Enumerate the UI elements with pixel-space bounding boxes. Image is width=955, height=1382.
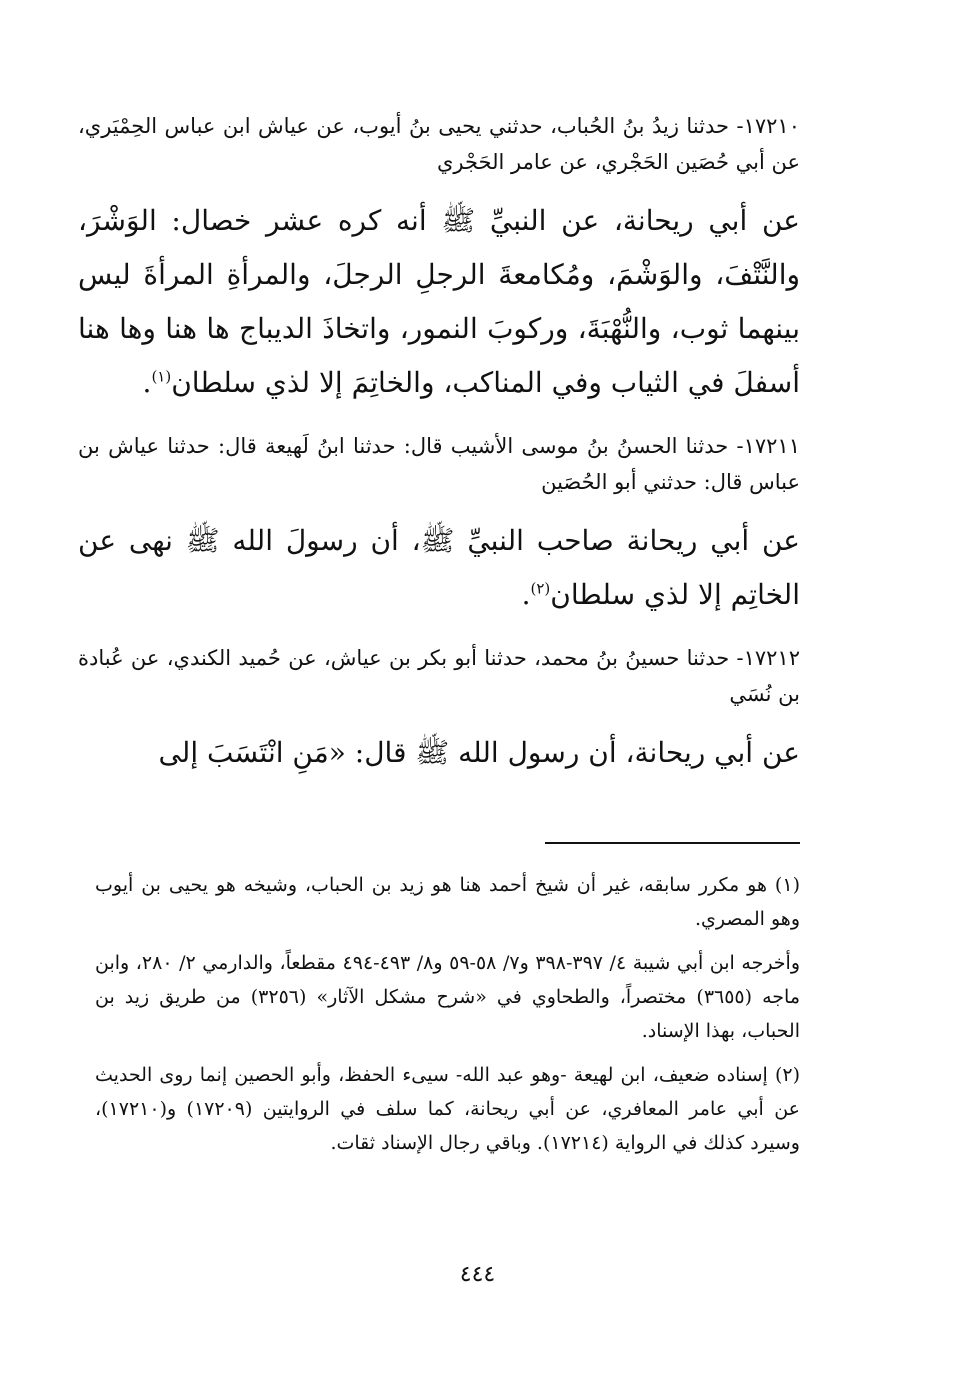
hadith-17212-matn-text: عن أبي ريحانة، أن رسول الله ﷺ قال: «مَنِ انْتَسَبَ إلى	[158, 736, 800, 769]
hadith-17210-matn-end: .	[142, 366, 152, 399]
hadith-17212-matn	[78, 726, 800, 780]
footnote-1: (١) هو مكرر سابقه، غير أن شيخ أحمد هنا هو زيد بن الحباب، وشيخه هو يحيى بن أيوب وهو المصري.	[95, 874, 800, 930]
hadith-17210-matn-text: عن أبي ريحانة، عن النبيِّ ﷺ أنه كره عشر خصال: الوَشْرَ، والنَّتْفَ، والوَشْمَ، ومُكامعةَ الرجلِ الرجلَ، والمرأةِ المرأةَ ليس بينهما ثوب، والنُّهْبَةَ، وركوبَ النمور، واتخاذَ الديباج ها هنا وها هنا أسفلَ في الثياب وفي المناكب، والخاتِمَ إلا لذي سلطان	[78, 204, 800, 399]
hadith-17210-isnad: ١٧٢١٠- حدثنا زيدُ بنُ الحُباب، حدثني يحيى بنُ أيوب، عن عياش ابن عباس الحِمْيَري، عن أبي حُصَين الحَجْري، عن عامر الحَجْري	[78, 114, 800, 174]
footnote-2: (٢) إسناده ضعيف، ابن لهيعة -وهو عبد الله- سيىء الحفظ، وأبو الحصين إنما روى الحديث عن أبي عامر المعافري، عن أبي ريحانة، كما سلف في الروايتين (١٧٢٠٩) و(١٧٢١٠)، وسيرد كذلك في الرواية (١٧٢١٤). وباقي رجال الإسناد ثقات.	[95, 1064, 800, 1154]
hadith-17211-matn-end: .	[521, 578, 531, 611]
page-number: ٤٤٤	[459, 1262, 496, 1287]
hadith-17211-isnad: ١٧٢١١- حدثنا الحسنُ بنُ موسى الأشيب قال: حدثنا ابنُ لَهيعة قال: حدثنا عياش بن عباس قال: حدثني أبو الحُصَين	[78, 434, 800, 494]
hadith-17211-matn	[78, 514, 800, 622]
footnote-ref-2[interactable]: (٢)	[530, 579, 551, 598]
footnote-1-continued: وأخرجه ابن أبي شيبة ٤/ ٣٩٧-٣٩٨ و٧/ ٥٨-٥٩ و٨/ ٤٩٣-٤٩٤ مقطعاً، والدارمي ٢/ ٢٨٠، وابن ماجه (٣٦٥٥) مختصراً، والطحاوي في «شرح مشكل الآثار» (٣٢٥٦) من طريق زيد بن الحباب، بهذا الإسناد.	[95, 952, 801, 1042]
footnote-separator	[545, 842, 800, 844]
hadith-17210-matn	[78, 194, 800, 410]
main-text	[78, 108, 800, 798]
hadith-17212-isnad: ١٧٢١٢- حدثنا حسينُ بنُ محمد، حدثنا أبو بكر بن عياش، عن حُميد الكندي، عن عُبادة بن نُسَي	[78, 646, 800, 706]
footnotes	[95, 868, 800, 1170]
footnote-ref-1[interactable]: (١)	[151, 367, 172, 386]
hadith-17211-matn-text: عن أبي ريحانة صاحب النبيِّ ﷺ، أن رسولَ الله ﷺ نهى عن الخاتِم إلا لذي سلطان	[78, 524, 800, 611]
